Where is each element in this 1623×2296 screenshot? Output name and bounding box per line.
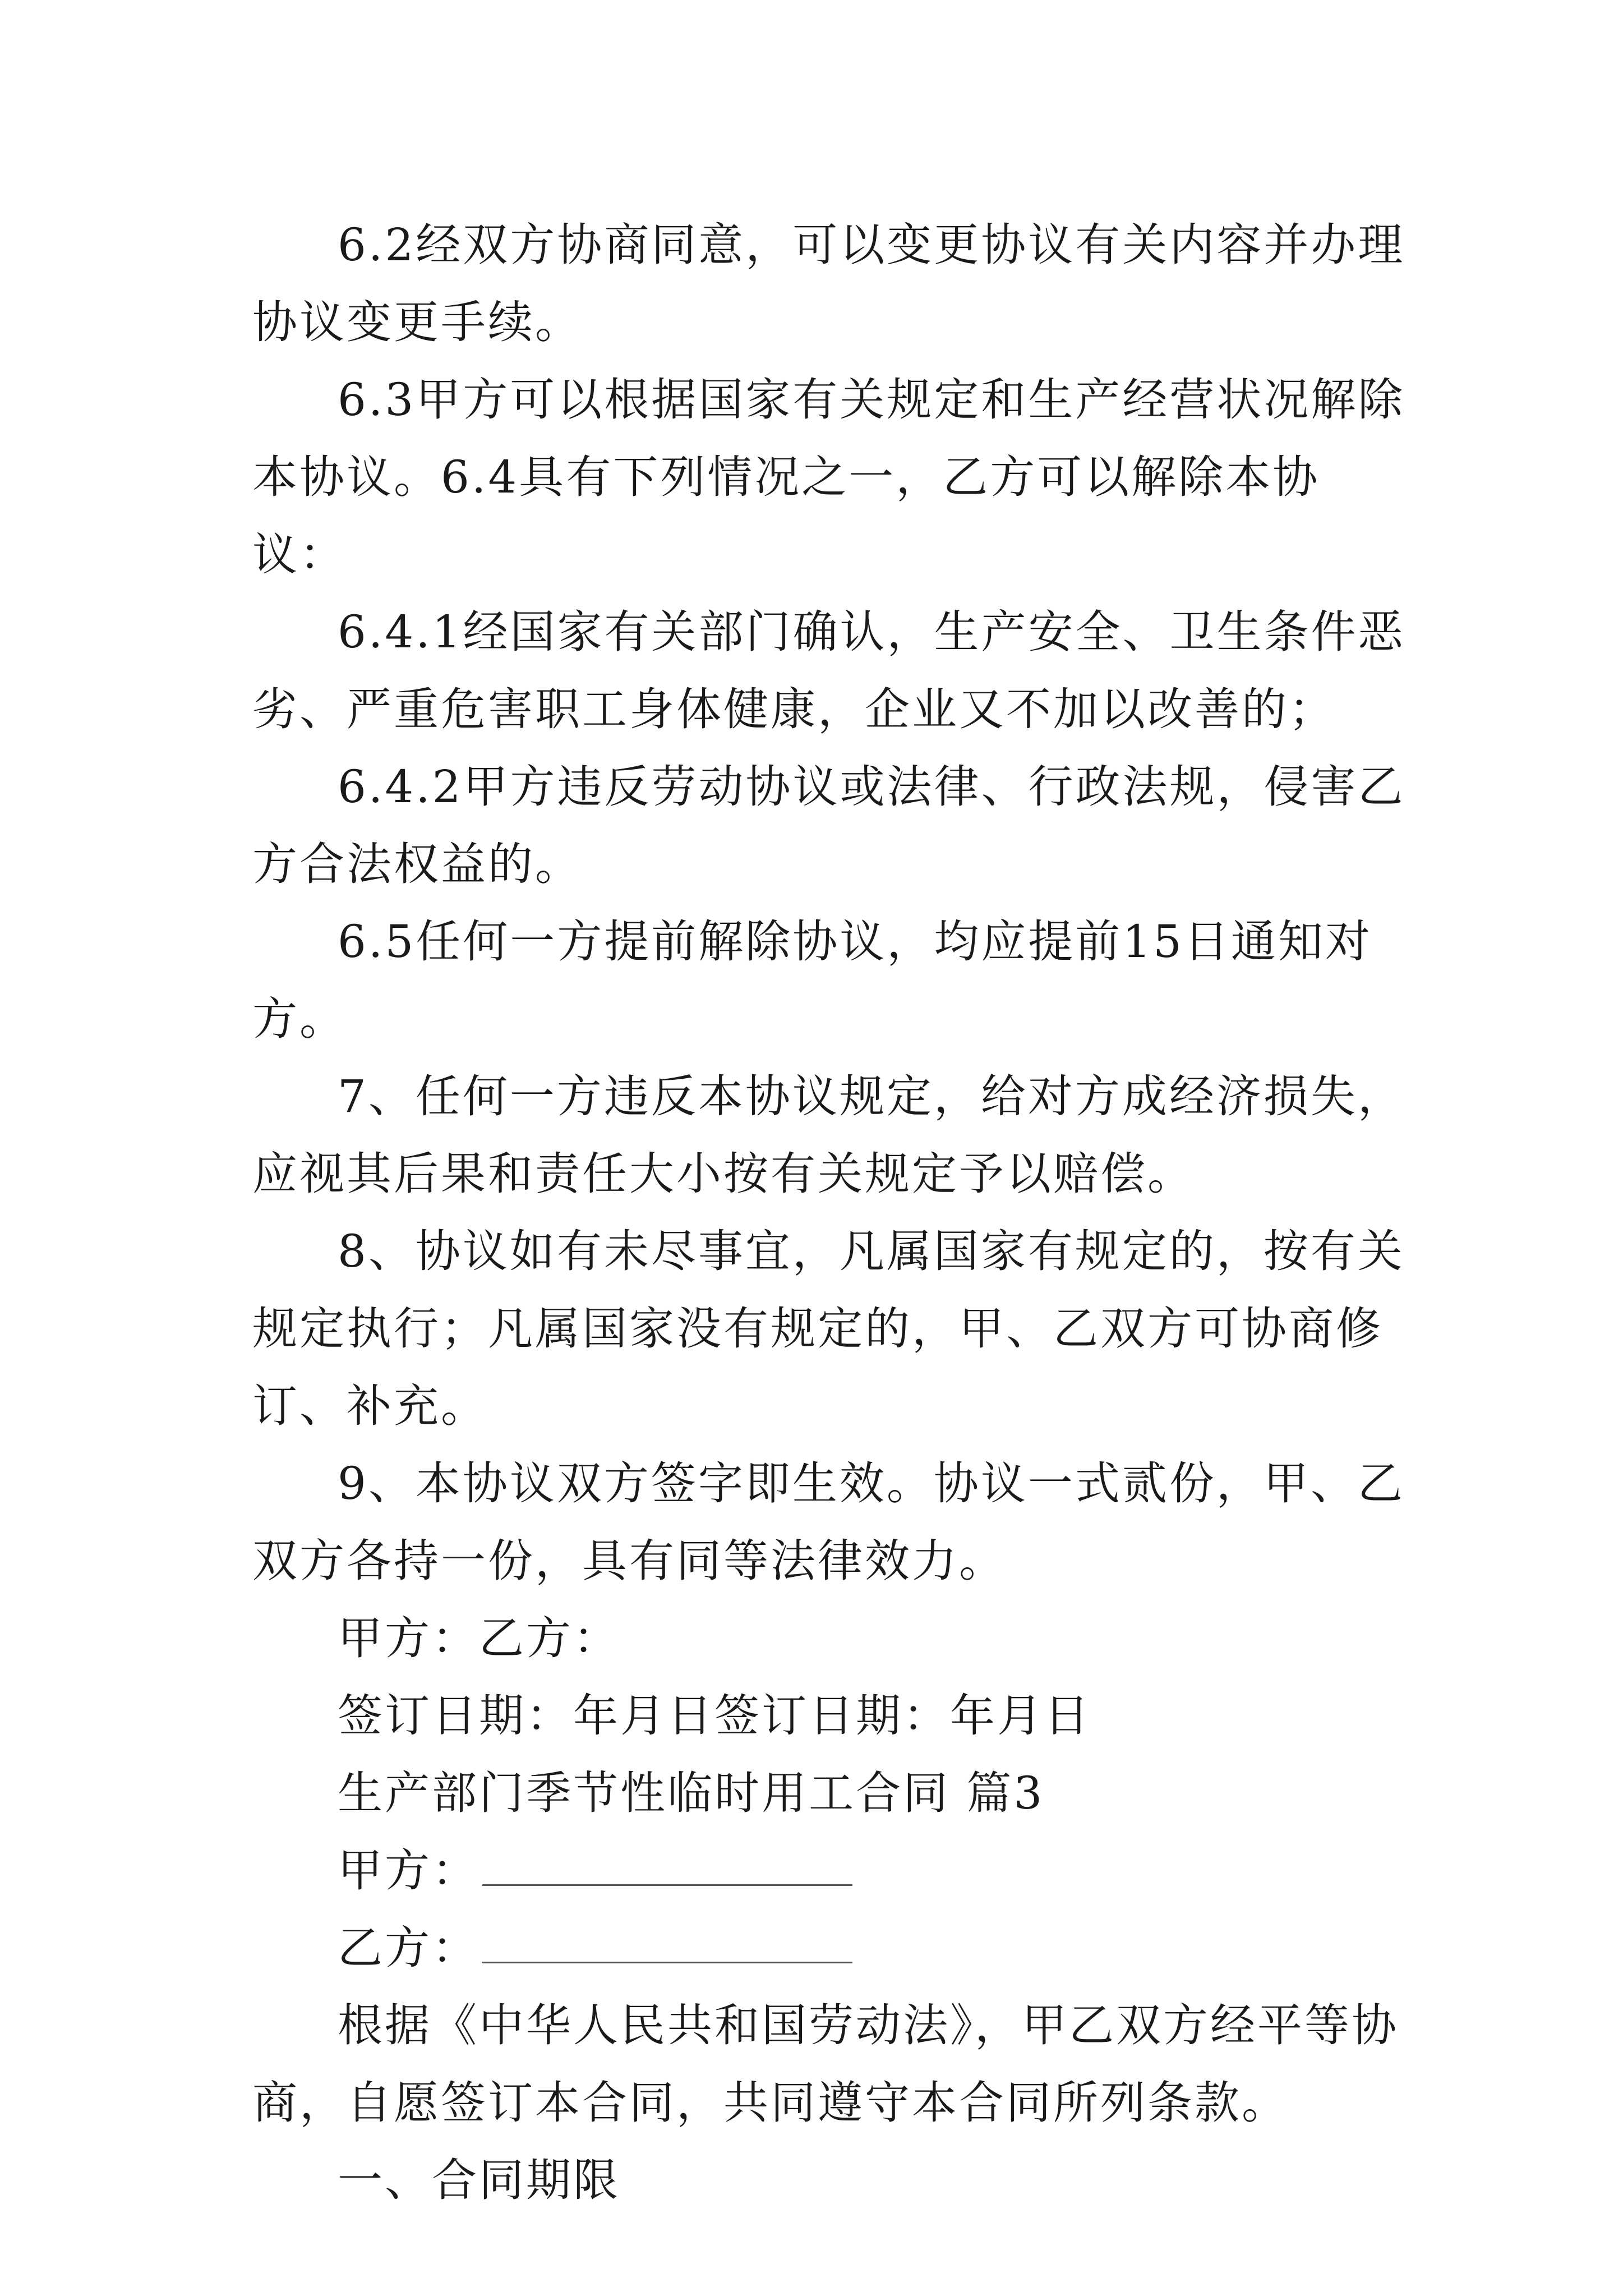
document-body: [252, 206, 1408, 2219]
signature-parties: 甲方：乙方：: [338, 1612, 620, 1664]
clause-6-2: 6.2经双方协商同意，可以变更协议有关内容并办理协议变更手续。: [252, 219, 1405, 348]
clause-8: 8、协议如有未尽事宜，凡属国家有规定的，按有关规定执行；凡属国家没有规定的，甲、乙双方可协商修订、补充。: [252, 1225, 1405, 1432]
party-b-line: [252, 1910, 1408, 1987]
clause-6-4-1: 6.4.1经国家有关部门确认，生产安全、卫生条件恶劣、严重危害职工身体健康，企业又不加以改善的；: [252, 606, 1405, 735]
party-a-line: [252, 1832, 1408, 1910]
section-heading-contract-3: 生产部门季节性临时用工合同 篇3: [338, 1767, 1045, 1819]
clause-6-4-2: 6.4.2甲方违反劳动协议或法律、行政法规，侵害乙方合法权益的。: [252, 761, 1405, 890]
clause-6-3-6-4: 6.3甲方可以根据国家有关规定和生产经营状况解除本协议。6.4具有下列情况之一，乙方可以解除本协议：: [252, 374, 1405, 581]
party-a-blank: [482, 1851, 852, 1886]
clause-9: 9、本协议双方签字即生效。协议一式贰份，甲、乙双方各持一份，具有同等法律效力。: [252, 1457, 1405, 1587]
clause-7: 7、任何一方违反本协议规定，给对方成经济损失，应视其后果和责任大小按有关规定予以赔偿。: [252, 1070, 1405, 1200]
party-a-label: 甲方：: [338, 1844, 479, 1897]
contract-preamble: 根据《中华人民共和国劳动法》，甲乙双方经平等协商，自愿签订本合同，共同遵守本合同所列条款。: [252, 1999, 1399, 2129]
party-b-label: 乙方：: [338, 1922, 479, 1974]
party-b-blank: [482, 1928, 852, 1963]
section-1-heading: 一、合同期限: [338, 2154, 620, 2206]
signature-dates: 签订日期：年月日签订日期：年月日: [338, 1690, 1091, 1742]
clause-6-5: 6.5任何一方提前解除协议，均应提前15日通知对方。: [252, 915, 1373, 1045]
